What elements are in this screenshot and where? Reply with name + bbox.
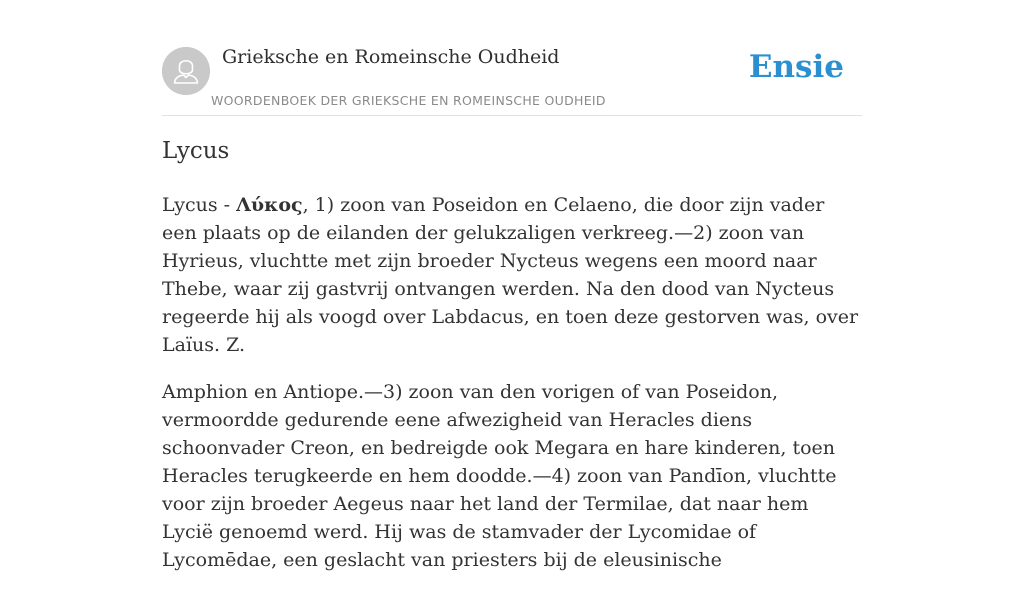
entry-paragraph-2: Amphion en Antiope.—3) zoon van den vorigen of van Poseidon, vermoordde gedurende eene afwezigheid van Heracles diens schoonvader Creon, en bedreigde ook Megara en hare kinderen, toen Heracles terugkeerde en hem doodde.—4) zoon van Pandīon, vluchtte voor zijn broeder Aegeus naar het land der Termilae, dat naar hem Lycië genoemd werd. Hij was de stamvader der Lycomidae of Lycomēdae, een geslacht van priesters bij de eleusinische bbox=[162, 381, 837, 571]
entry-body bbox=[162, 191, 862, 593]
source-subtitle: WOORDENBOEK DER GRIEKSCHE EN ROMEINSCHE OUDHEID bbox=[211, 93, 606, 108]
entry-paragraph-1 bbox=[162, 191, 862, 359]
entry-text: , 1) zoon van Poseidon en Celaeno, die door zijn vader een plaats op de eilanden der gelukzaligen verkreeg.—2) zoon van Hyrieus, vluchtte met zijn broeder Nycteus wegens een moord naar Thebe, waar zij gastvrij ontvangen werden. Na den dood van Nycteus regeerde hij als voogd over Labdacus, en toen deze gestorven was, over Laïus. Z. bbox=[162, 194, 859, 356]
ensie-logo[interactable]: Ensie bbox=[748, 49, 844, 85]
entry-title: Lycus bbox=[162, 138, 230, 164]
source-header bbox=[162, 45, 862, 116]
avatar[interactable] bbox=[162, 47, 210, 95]
user-icon bbox=[162, 47, 210, 95]
entry-lead: Lycus - bbox=[162, 194, 237, 216]
source-title[interactable]: Grieksche en Romeinsche Oudheid bbox=[222, 46, 560, 68]
greek-term: Λύκος bbox=[236, 194, 303, 216]
